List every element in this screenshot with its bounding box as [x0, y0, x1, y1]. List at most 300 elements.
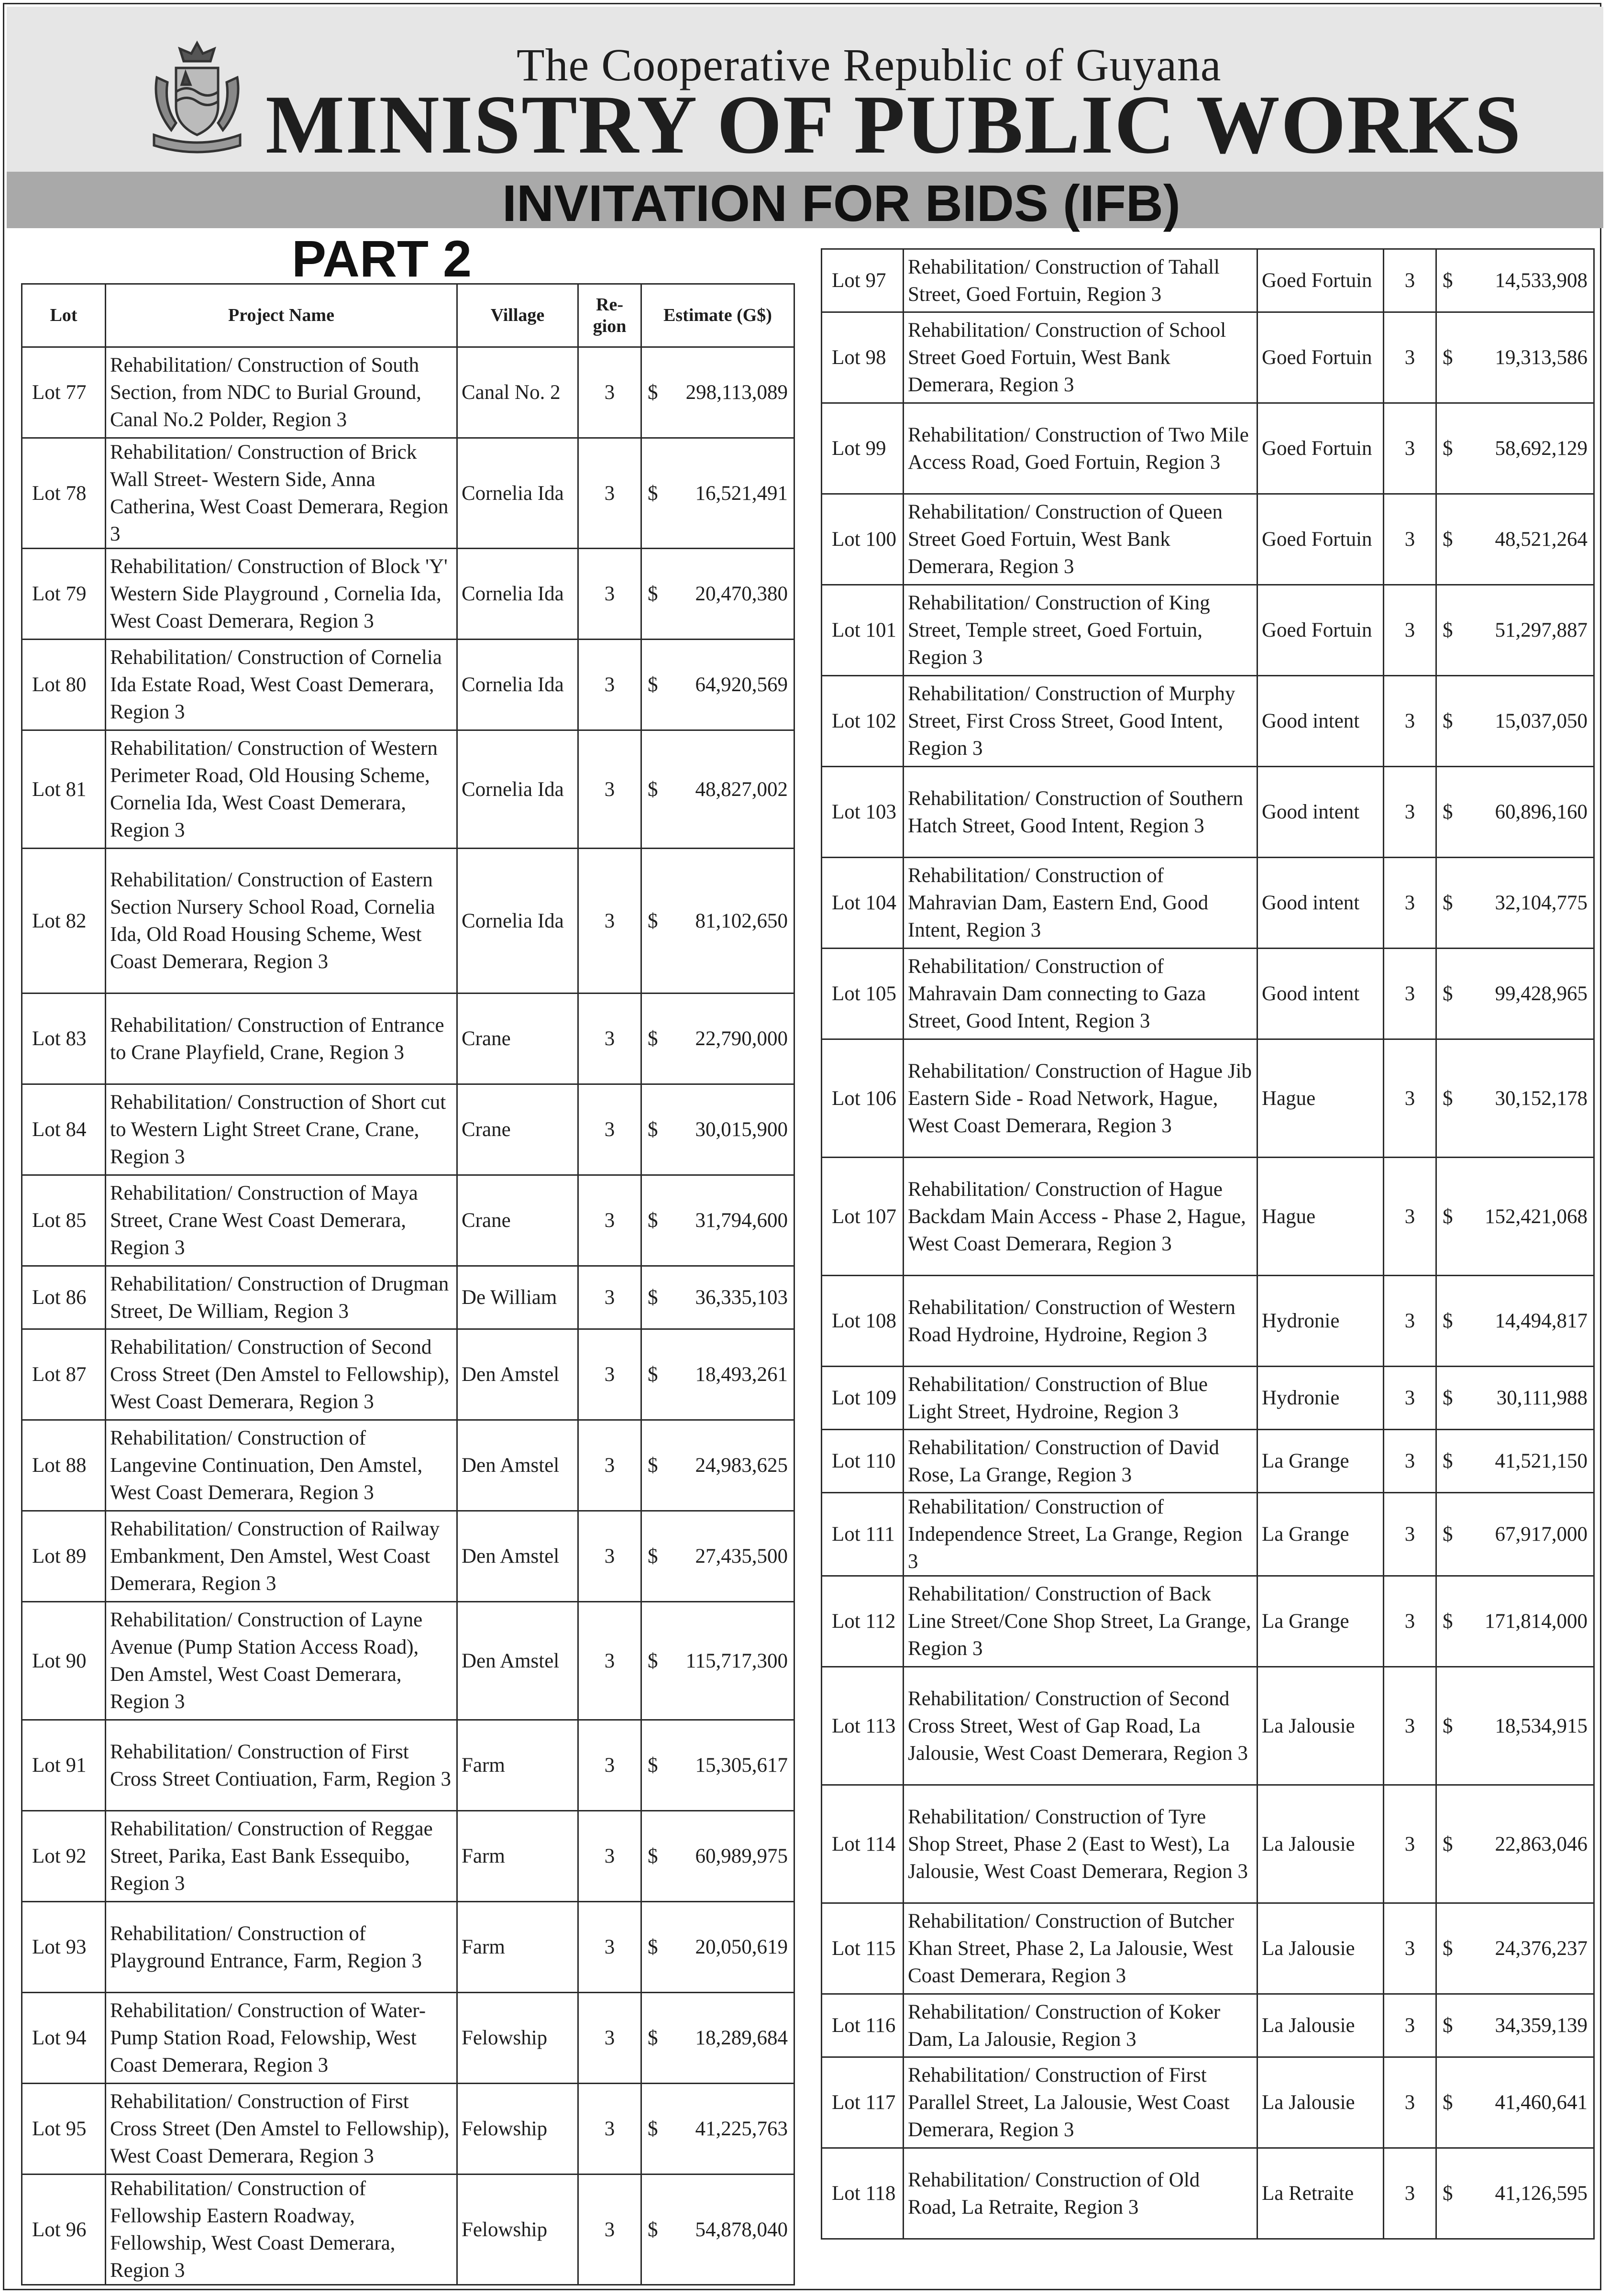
estimate-amount: 41,126,595 [1495, 2182, 1588, 2205]
table-row [22, 1266, 794, 1329]
estimate-amount: 298,113,089 [685, 381, 788, 404]
table-row [822, 1430, 1594, 1493]
currency-symbol: $ [648, 482, 658, 505]
lot-cell: Lot 106 [822, 1039, 904, 1158]
table-row [822, 1039, 1594, 1158]
estimate-amount: 51,297,887 [1495, 619, 1588, 641]
currency-symbol: $ [1443, 801, 1453, 823]
village-cell: Good intent [1257, 676, 1384, 767]
estimate-amount: 34,359,139 [1495, 2014, 1588, 2037]
estimate-amount: 171,814,000 [1485, 1610, 1588, 1633]
project-name-cell: Rehabilitation/ Construction of Layne Avenue (Pump Station Access Road), Den Amstel, West Coast Demerara, Region 3 [106, 1602, 457, 1720]
estimate-cell [1436, 858, 1594, 949]
region-cell: 3 [1384, 1493, 1436, 1576]
project-name-cell: Rehabilitation/ Construction of Langevine Continuation, Den Amstel, West Coast Demerara, Region 3 [106, 1420, 457, 1511]
village-cell: Good intent [1257, 949, 1384, 1039]
estimate-cell [1436, 676, 1594, 767]
estimate-amount: 20,050,619 [695, 1936, 788, 1958]
project-name-cell: Rehabilitation/ Construction of First Cross Street (Den Amstel to Fellowship), West Coast Demerara, Region 3 [106, 2084, 457, 2175]
village-cell: Goed Fortuin [1257, 403, 1384, 494]
ministry-title: MINISTRY OF PUBLIC WORKS [265, 78, 1522, 171]
currency-symbol: $ [648, 1545, 658, 1567]
project-name-cell: Rehabilitation/ Construction of South Section, from NDC to Burial Ground, Canal No.2 Polder, Region 3 [106, 347, 457, 438]
table-row [822, 1994, 1594, 2057]
region-cell: 3 [578, 2084, 641, 2175]
estimate-amount: 30,152,178 [1495, 1087, 1588, 1110]
table-row [22, 1993, 794, 2084]
currency-symbol: $ [1443, 1205, 1453, 1228]
village-cell: Cornelia Ida [457, 849, 578, 993]
currency-symbol: $ [648, 2218, 658, 2241]
estimate-amount: 18,289,684 [695, 2027, 788, 2049]
lot-cell: Lot 83 [22, 993, 106, 1084]
estimate-cell [641, 1993, 794, 2084]
project-name-cell: Rehabilitation/ Construction of Mahravian Dam, Eastern End, Good Intent, Region 3 [904, 858, 1257, 949]
estimate-amount: 18,534,915 [1495, 1714, 1588, 1737]
village-cell: Hydronie [1257, 1276, 1384, 1367]
village-cell: Farm [457, 1720, 578, 1811]
village-cell: Crane [457, 1175, 578, 1266]
estimate-amount: 14,494,817 [1495, 1310, 1588, 1332]
project-name-cell: Rehabilitation/ Construction of Cornelia Ida Estate Road, West Coast Demerara, Region 3 [106, 640, 457, 730]
header-region: Re-gion [578, 284, 641, 347]
project-name-cell: Rehabilitation/ Construction of Tahall Street, Goed Fortuin, Region 3 [904, 249, 1257, 312]
lot-cell: Lot 105 [822, 949, 904, 1039]
project-name-cell: Rehabilitation/ Construction of Two Mile Access Road, Goed Fortuin, Region 3 [904, 403, 1257, 494]
region-cell: 3 [578, 849, 641, 993]
village-cell: La Grange [1257, 1430, 1384, 1493]
village-cell: Good intent [1257, 767, 1384, 858]
project-name-cell: Rehabilitation/ Construction of Water-Pump Station Road, Felowship, West Coast Demerara, Region 3 [106, 1993, 457, 2084]
lot-cell: Lot 102 [822, 676, 904, 767]
table-row [822, 403, 1594, 494]
project-name-cell: Rehabilitation/ Construction of Short cut to Western Light Street Crane, Crane, Region 3 [106, 1084, 457, 1175]
region-cell: 3 [578, 1993, 641, 2084]
table-row [22, 1720, 794, 1811]
estimate-cell [641, 438, 794, 549]
village-cell: Felowship [457, 2175, 578, 2285]
estimate-amount: 27,435,500 [695, 1545, 788, 1567]
region-cell: 3 [1384, 1576, 1436, 1667]
currency-symbol: $ [648, 1027, 658, 1050]
currency-symbol: $ [1443, 1832, 1453, 1855]
region-cell: 3 [1384, 1430, 1436, 1493]
region-cell: 3 [578, 1902, 641, 1993]
estimate-amount: 99,428,965 [1495, 982, 1588, 1005]
currency-symbol: $ [1443, 1523, 1453, 1545]
republic-title: The Cooperative Republic of Guyana [517, 39, 1222, 90]
estimate-amount: 22,790,000 [695, 1027, 788, 1050]
currency-symbol: $ [1443, 982, 1453, 1005]
currency-symbol: $ [648, 1286, 658, 1309]
village-cell: Farm [457, 1811, 578, 1902]
village-cell: Farm [457, 1902, 578, 1993]
currency-symbol: $ [648, 583, 658, 605]
project-name-cell: Rehabilitation/ Construction of Koker Dam, La Jalousie, Region 3 [904, 1994, 1257, 2057]
estimate-cell [1436, 2148, 1594, 2239]
region-cell: 3 [1384, 858, 1436, 949]
table-row [822, 2057, 1594, 2148]
currency-symbol: $ [1443, 1087, 1453, 1110]
estimate-amount: 54,878,040 [695, 2218, 788, 2241]
region-cell: 3 [1384, 767, 1436, 858]
lot-cell: Lot 109 [822, 1367, 904, 1430]
estimate-amount: 60,989,975 [695, 1845, 788, 1867]
estimate-amount: 14,533,908 [1495, 269, 1588, 292]
estimate-amount: 32,104,775 [1495, 892, 1588, 914]
project-name-cell: Rehabilitation/ Construction of Hague Backdam Main Access - Phase 2, Hague, West Coast Demerara, Region 3 [904, 1158, 1257, 1276]
header-estimate: Estimate (G$) [641, 284, 794, 347]
currency-symbol: $ [648, 2027, 658, 2049]
currency-symbol: $ [1443, 710, 1453, 732]
table-row [22, 849, 794, 993]
table-row [22, 1811, 794, 1902]
lot-cell: Lot 86 [22, 1266, 106, 1329]
project-name-cell: Rehabilitation/ Construction of School Street Goed Fortuin, West Bank Demerara, Region 3 [904, 312, 1257, 403]
region-cell: 3 [1384, 1039, 1436, 1158]
village-cell: La Grange [1257, 1576, 1384, 1667]
lot-cell: Lot 80 [22, 640, 106, 730]
currency-symbol: $ [1443, 1387, 1453, 1409]
region-cell: 3 [578, 993, 641, 1084]
estimate-cell [641, 1420, 794, 1511]
table-row [822, 1785, 1594, 1903]
lot-cell: Lot 104 [822, 858, 904, 949]
currency-symbol: $ [648, 1845, 658, 1867]
table-row [22, 347, 794, 438]
lot-cell: Lot 77 [22, 347, 106, 438]
currency-symbol: $ [648, 1454, 658, 1477]
village-cell: La Grange [1257, 1493, 1384, 1576]
estimate-amount: 24,376,237 [1495, 1937, 1588, 1960]
village-cell: Den Amstel [457, 1511, 578, 1602]
currency-symbol: $ [1443, 1714, 1453, 1737]
village-cell: Den Amstel [457, 1420, 578, 1511]
region-cell: 3 [1384, 1903, 1436, 1994]
currency-symbol: $ [1443, 269, 1453, 292]
lot-cell: Lot 81 [22, 730, 106, 849]
estimate-cell [641, 1720, 794, 1811]
region-cell: 3 [578, 1511, 641, 1602]
lot-cell: Lot 95 [22, 2084, 106, 2175]
project-name-cell: Rehabilitation/ Construction of Second Cross Street, West of Gap Road, La Jalousie, West Coast Demerara, Region 3 [904, 1667, 1257, 1785]
ifb-title: INVITATION FOR BIDS (IFB) [502, 174, 1180, 232]
estimate-cell [1436, 1039, 1594, 1158]
estimate-cell [1436, 767, 1594, 858]
project-name-cell: Rehabilitation/ Construction of Blue Light Street, Hydroine, Region 3 [904, 1367, 1257, 1430]
currency-symbol: $ [1443, 892, 1453, 914]
region-cell: 3 [1384, 1994, 1436, 2057]
project-name-cell: Rehabilitation/ Construction of Western Perimeter Road, Old Housing Scheme, Cornelia Ida, West Coast Demerara, Region 3 [106, 730, 457, 849]
table-row [22, 438, 794, 549]
village-cell: La Retraite [1257, 2148, 1384, 2239]
lot-cell: Lot 111 [822, 1493, 904, 1576]
region-cell: 3 [578, 730, 641, 849]
lot-cell: Lot 94 [22, 1993, 106, 2084]
currency-symbol: $ [1443, 1450, 1453, 1472]
estimate-cell [641, 1175, 794, 1266]
region-cell: 3 [1384, 2057, 1436, 2148]
lot-cell: Lot 107 [822, 1158, 904, 1276]
table-row [822, 1493, 1594, 1576]
region-cell: 3 [1384, 312, 1436, 403]
village-cell: Cornelia Ida [457, 438, 578, 549]
lot-cell: Lot 92 [22, 1811, 106, 1902]
village-cell: Goed Fortuin [1257, 312, 1384, 403]
currency-symbol: $ [648, 1209, 658, 1232]
project-name-cell: Rehabilitation/ Construction of Old Road, La Retraite, Region 3 [904, 2148, 1257, 2239]
region-cell: 3 [1384, 1785, 1436, 1903]
estimate-cell [641, 730, 794, 849]
lot-cell: Lot 79 [22, 549, 106, 640]
project-name-cell: Rehabilitation/ Construction of Maya Street, Crane West Coast Demerara, Region 3 [106, 1175, 457, 1266]
lot-cell: Lot 113 [822, 1667, 904, 1785]
estimate-amount: 60,896,160 [1495, 801, 1588, 823]
project-name-cell: Rehabilitation/ Construction of Eastern Section Nursery School Road, Cornelia Ida, Old Road Housing Scheme, West Coast Demerara, Region 3 [106, 849, 457, 993]
table-row [822, 767, 1594, 858]
region-cell: 3 [578, 1329, 641, 1420]
region-cell: 3 [578, 1084, 641, 1175]
region-cell: 3 [1384, 1276, 1436, 1367]
village-cell: Good intent [1257, 858, 1384, 949]
estimate-cell [1436, 1994, 1594, 2057]
estimate-amount: 152,421,068 [1485, 1205, 1588, 1228]
table-row [22, 993, 794, 1084]
project-name-cell: Rehabilitation/ Construction of Queen Street Goed Fortuin, West Bank Demerara, Region 3 [904, 494, 1257, 585]
project-name-cell: Rehabilitation/ Construction of Second Cross Street (Den Amstel to Fellowship), West Coast Demerara, Region 3 [106, 1329, 457, 1420]
region-cell: 3 [1384, 1667, 1436, 1785]
currency-symbol: $ [648, 2118, 658, 2140]
region-cell: 3 [1384, 1367, 1436, 1430]
lot-cell: Lot 84 [22, 1084, 106, 1175]
table-row [822, 249, 1594, 312]
village-cell: Goed Fortuin [1257, 585, 1384, 676]
project-name-cell: Rehabilitation/ Construction of First Parallel Street, La Jalousie, West Coast Demerara, Region 3 [904, 2057, 1257, 2148]
project-name-cell: Rehabilitation/ Construction of First Cross Street Contiuation, Farm, Region 3 [106, 1720, 457, 1811]
table-header-row [22, 284, 794, 347]
village-cell: Felowship [457, 2084, 578, 2175]
lot-cell: Lot 91 [22, 1720, 106, 1811]
village-cell: Cornelia Ida [457, 640, 578, 730]
village-cell: La Jalousie [1257, 1994, 1384, 2057]
region-cell: 3 [1384, 585, 1436, 676]
village-cell: Cornelia Ida [457, 730, 578, 849]
estimate-cell [641, 993, 794, 1084]
estimate-cell [1436, 585, 1594, 676]
estimate-amount: 30,015,900 [695, 1118, 788, 1141]
region-cell: 3 [578, 549, 641, 640]
lot-cell: Lot 89 [22, 1511, 106, 1602]
project-name-cell: Rehabilitation/ Construction of King Street, Temple street, Goed Fortuin, Region 3 [904, 585, 1257, 676]
currency-symbol: $ [1443, 2091, 1453, 2114]
estimate-amount: 15,037,050 [1495, 710, 1588, 732]
table-row [822, 312, 1594, 403]
village-cell: Goed Fortuin [1257, 249, 1384, 312]
currency-symbol: $ [648, 1363, 658, 1386]
currency-symbol: $ [648, 1754, 658, 1777]
currency-symbol: $ [1443, 619, 1453, 641]
currency-symbol: $ [1443, 346, 1453, 369]
region-cell: 3 [1384, 403, 1436, 494]
header-project: Project Name [106, 284, 457, 347]
estimate-cell [641, 549, 794, 640]
estimate-cell [1436, 1903, 1594, 1994]
estimate-cell [1436, 1785, 1594, 1903]
project-name-cell: Rehabilitation/ Construction of Western Road Hydroine, Hydroine, Region 3 [904, 1276, 1257, 1367]
table-row [22, 640, 794, 730]
region-cell: 3 [1384, 1158, 1436, 1276]
estimate-cell [1436, 1576, 1594, 1667]
estimate-cell [1436, 1158, 1594, 1276]
lot-cell: Lot 93 [22, 1902, 106, 1993]
region-cell: 3 [578, 438, 641, 549]
lot-cell: Lot 85 [22, 1175, 106, 1266]
currency-symbol: $ [1443, 1610, 1453, 1633]
estimate-cell [1436, 1276, 1594, 1367]
village-cell: Crane [457, 1084, 578, 1175]
lot-cell: Lot 118 [822, 2148, 904, 2239]
region-cell: 3 [578, 1266, 641, 1329]
project-name-cell: Rehabilitation/ Construction of Drugman Street, De William, Region 3 [106, 1266, 457, 1329]
project-name-cell: Rehabilitation/ Construction of Back Line Street/Cone Shop Street, La Grange, Region 3 [904, 1576, 1257, 1667]
currency-symbol: $ [1443, 528, 1453, 551]
project-name-cell: Rehabilitation/ Construction of Railway Embankment, Den Amstel, West Coast Demerara, Region 3 [106, 1511, 457, 1602]
lot-cell: Lot 88 [22, 1420, 106, 1511]
currency-symbol: $ [1443, 437, 1453, 460]
bids-table-right [821, 248, 1595, 2240]
lot-cell: Lot 116 [822, 1994, 904, 2057]
lot-cell: Lot 101 [822, 585, 904, 676]
estimate-amount: 30,111,988 [1496, 1387, 1588, 1409]
estimate-amount: 64,920,569 [695, 673, 788, 696]
project-name-cell: Rehabilitation/ Construction of Reggae Street, Parika, East Bank Essequibo, Region 3 [106, 1811, 457, 1902]
estimate-amount: 41,225,763 [695, 2118, 788, 2140]
estimate-cell [1436, 403, 1594, 494]
table-row [22, 1084, 794, 1175]
project-name-cell: Rehabilitation/ Construction of Entrance to Crane Playfield, Crane, Region 3 [106, 993, 457, 1084]
currency-symbol: $ [1443, 1310, 1453, 1332]
estimate-amount: 18,493,261 [695, 1363, 788, 1386]
village-cell: Crane [457, 993, 578, 1084]
estimate-amount: 67,917,000 [1495, 1523, 1588, 1545]
lot-cell: Lot 112 [822, 1576, 904, 1667]
part-label: PART 2 [292, 230, 472, 287]
estimate-cell [1436, 2057, 1594, 2148]
lot-cell: Lot 87 [22, 1329, 106, 1420]
estimate-cell [641, 640, 794, 730]
table-row [822, 858, 1594, 949]
table-row [22, 2084, 794, 2175]
lot-cell: Lot 103 [822, 767, 904, 858]
lot-cell: Lot 78 [22, 438, 106, 549]
estimate-amount: 24,983,625 [695, 1454, 788, 1477]
region-cell: 3 [1384, 494, 1436, 585]
table-row [22, 2175, 794, 2285]
region-cell: 3 [578, 1811, 641, 1902]
project-name-cell: Rehabilitation/ Construction of Tyre Shop Street, Phase 2 (East to West), La Jalousie, West Coast Demerara, Region 3 [904, 1785, 1257, 1903]
estimate-amount: 36,335,103 [695, 1286, 788, 1309]
currency-symbol: $ [648, 778, 658, 801]
estimate-cell [641, 2084, 794, 2175]
guyana-coat-of-arms-icon [143, 39, 252, 154]
project-name-cell: Rehabilitation/ Construction of Playground Entrance, Farm, Region 3 [106, 1902, 457, 1993]
table-row [822, 1367, 1594, 1430]
lot-cell: Lot 97 [822, 249, 904, 312]
village-cell: La Jalousie [1257, 1903, 1384, 1994]
lot-cell: Lot 99 [822, 403, 904, 494]
table-row [822, 676, 1594, 767]
currency-symbol: $ [1443, 1937, 1453, 1960]
estimate-cell [641, 849, 794, 993]
estimate-amount: 41,460,641 [1495, 2091, 1588, 2114]
region-cell: 3 [578, 1602, 641, 1720]
table-row [822, 2148, 1594, 2239]
village-cell: Den Amstel [457, 1329, 578, 1420]
lot-cell: Lot 98 [822, 312, 904, 403]
village-cell: La Jalousie [1257, 1667, 1384, 1785]
project-name-cell: Rehabilitation/ Construction of Fellowship Eastern Roadway, Fellowship, West Coast Demerara, Region 3 [106, 2175, 457, 2285]
estimate-cell [641, 1511, 794, 1602]
table-row [822, 1276, 1594, 1367]
project-name-cell: Rehabilitation/ Construction of Southern Hatch Street, Good Intent, Region 3 [904, 767, 1257, 858]
table-row [22, 1902, 794, 1993]
table-row [22, 1175, 794, 1266]
estimate-cell [641, 2175, 794, 2285]
region-cell: 3 [578, 2175, 641, 2285]
lot-cell: Lot 108 [822, 1276, 904, 1367]
estimate-cell [641, 1329, 794, 1420]
region-cell: 3 [578, 1420, 641, 1511]
estimate-amount: 58,692,129 [1495, 437, 1588, 460]
estimate-cell [1436, 1430, 1594, 1493]
project-name-cell: Rehabilitation/ Construction of Block 'Y' Western Side Playground , Cornelia Ida, West Coast Demerara, Region 3 [106, 549, 457, 640]
village-cell: Hague [1257, 1158, 1384, 1276]
table-row [822, 1576, 1594, 1667]
estimate-amount: 81,102,650 [695, 909, 788, 932]
currency-symbol: $ [648, 909, 658, 932]
table-row [822, 494, 1594, 585]
project-name-cell: Rehabilitation/ Construction of Hague Jib Eastern Side - Road Network, Hague, West Coast Demerara, Region 3 [904, 1039, 1257, 1158]
currency-symbol: $ [648, 1936, 658, 1958]
currency-symbol: $ [1443, 2014, 1453, 2037]
village-cell: Felowship [457, 1993, 578, 2084]
estimate-cell [641, 1902, 794, 1993]
village-cell: Hydronie [1257, 1367, 1384, 1430]
estimate-amount: 48,521,264 [1495, 528, 1588, 551]
project-name-cell: Rehabilitation/ Construction of Butcher Khan Street, Phase 2, La Jalousie, West Coast Demerara, Region 3 [904, 1903, 1257, 1994]
table-row [22, 1420, 794, 1511]
table-row [822, 1903, 1594, 1994]
table-row [22, 1329, 794, 1420]
estimate-amount: 15,305,617 [695, 1754, 788, 1777]
project-name-cell: Rehabilitation/ Construction of Murphy Street, First Cross Street, Good Intent, Region 3 [904, 676, 1257, 767]
village-cell: Goed Fortuin [1257, 494, 1384, 585]
currency-symbol: $ [648, 381, 658, 404]
region-cell: 3 [578, 1175, 641, 1266]
estimate-cell [1436, 949, 1594, 1039]
lot-cell: Lot 82 [22, 849, 106, 993]
region-cell: 3 [578, 347, 641, 438]
project-name-cell: Rehabilitation/ Construction of Independence Street, La Grange, Region 3 [904, 1493, 1257, 1576]
header-lot: Lot [22, 284, 106, 347]
estimate-amount: 19,313,586 [1495, 346, 1588, 369]
table-row [22, 549, 794, 640]
estimate-cell [641, 1811, 794, 1902]
estimate-cell [1436, 494, 1594, 585]
estimate-cell [1436, 312, 1594, 403]
bids-table-left [21, 283, 795, 2285]
region-cell: 3 [578, 640, 641, 730]
